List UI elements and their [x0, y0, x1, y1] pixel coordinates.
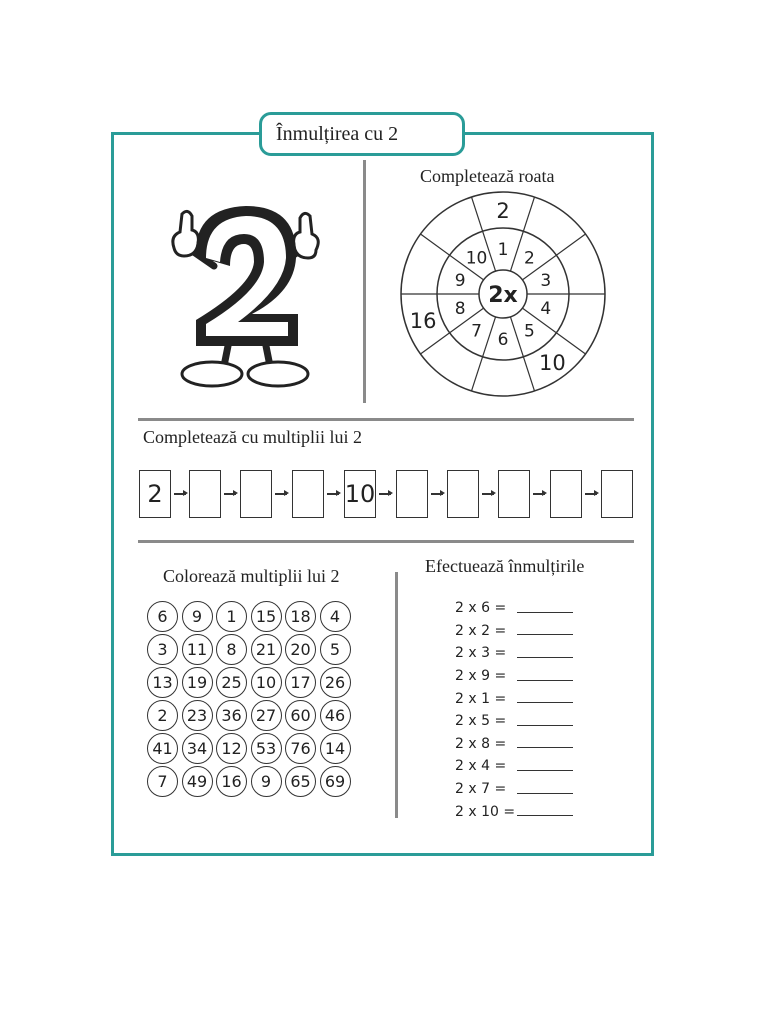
number-circle[interactable]: 17: [285, 667, 316, 698]
number-circle[interactable]: 76: [285, 733, 316, 764]
number-circle[interactable]: 60: [285, 700, 316, 731]
number-circle[interactable]: 20: [285, 634, 316, 665]
equation-row: [455, 642, 573, 665]
number-circle[interactable]: 14: [320, 733, 351, 764]
arrow-right-icon: [379, 493, 391, 495]
equation-text: 2 x 4 =: [455, 758, 507, 775]
arrow-right-icon: [275, 493, 287, 495]
equation-text: 2 x 1 =: [455, 690, 507, 707]
number-circle[interactable]: 36: [216, 700, 247, 731]
right-hand-icon: [294, 213, 319, 258]
number-circle[interactable]: 9: [251, 766, 282, 797]
equation-list: [455, 597, 573, 823]
equation-text: 2 x 10 =: [455, 803, 516, 820]
number-circle[interactable]: 23: [182, 700, 213, 731]
number-circle[interactable]: 5: [320, 634, 351, 665]
number-circle[interactable]: 3: [147, 634, 178, 665]
number-circle[interactable]: 46: [320, 700, 351, 731]
number-circle[interactable]: 69: [320, 766, 351, 797]
equation-row: [455, 665, 573, 688]
number-circle[interactable]: 4: [320, 601, 351, 632]
sequence-heading: Completează cu multiplii lui 2: [143, 427, 362, 447]
answer-blank[interactable]: [517, 672, 573, 681]
worksheet-title: [259, 112, 465, 156]
sequence-box[interactable]: [292, 470, 324, 518]
equation-text: 2 x 8 =: [455, 735, 507, 752]
section-divider-2: [138, 540, 634, 543]
number-circle[interactable]: 8: [216, 634, 247, 665]
equation-row: [455, 778, 573, 801]
number-circle[interactable]: 49: [182, 766, 213, 797]
left-shoe-icon: [182, 362, 242, 386]
equation-text: 2 x 6 =: [455, 600, 507, 617]
arrow-right-icon: [533, 493, 545, 495]
arrow-right-icon: [482, 493, 494, 495]
sequence-box[interactable]: 10: [344, 470, 376, 518]
sequence-box[interactable]: 2: [139, 470, 171, 518]
answer-blank[interactable]: [517, 694, 573, 703]
wheel-inner-number: 9: [454, 271, 466, 292]
left-hand-icon: [173, 211, 199, 256]
number-circle[interactable]: 10: [251, 667, 282, 698]
number-circle[interactable]: 1: [216, 601, 247, 632]
multiplication-wheel: [399, 190, 607, 398]
equation-row: [455, 620, 573, 643]
wheel-outer-number: 16: [409, 308, 437, 333]
number-circle[interactable]: 53: [251, 733, 282, 764]
answer-blank[interactable]: [517, 626, 573, 635]
top-divider: [363, 160, 366, 403]
equation-row: [455, 800, 573, 823]
number-circle[interactable]: 27: [251, 700, 282, 731]
worksheet-title-text: Înmulțirea cu 2: [276, 122, 399, 145]
wheel-inner-number: 1: [497, 240, 509, 260]
number-circle[interactable]: 15: [251, 601, 282, 632]
equation-text: 2 x 7 =: [455, 781, 507, 798]
wheel-inner-number: 2: [524, 248, 535, 269]
equations-heading: Efectuează înmulțirile: [425, 556, 585, 576]
wheel-inner-number: 3: [540, 271, 552, 292]
equation-text: 2 x 9 =: [455, 668, 507, 685]
number-circle[interactable]: 34: [182, 733, 213, 764]
number-circle[interactable]: 6: [147, 601, 178, 632]
number-circle[interactable]: 13: [147, 667, 178, 698]
answer-blank[interactable]: [517, 762, 573, 771]
arrow-right-icon: [224, 493, 236, 495]
number-circle[interactable]: 26: [320, 667, 351, 698]
color-grid-heading: Colorează multiplii lui 2: [163, 566, 340, 586]
equation-row: [455, 733, 573, 756]
answer-blank[interactable]: [517, 739, 573, 748]
sequence-box[interactable]: [240, 470, 272, 518]
number-circle[interactable]: 65: [285, 766, 316, 797]
answer-blank[interactable]: [517, 604, 573, 613]
arrow-right-icon: [174, 493, 186, 495]
wheel-inner-number: 4: [540, 298, 552, 319]
number-circle[interactable]: 9: [182, 601, 213, 632]
number-circle[interactable]: 2: [147, 700, 178, 731]
number-circle[interactable]: 19: [182, 667, 213, 698]
equation-row: [455, 710, 573, 733]
number-circle[interactable]: 21: [251, 634, 282, 665]
answer-blank[interactable]: [517, 807, 573, 816]
sequence-box[interactable]: [396, 470, 428, 518]
number-circle[interactable]: 7: [147, 766, 178, 797]
sequence-box[interactable]: [189, 470, 221, 518]
wheel-inner-number: 6: [497, 330, 509, 350]
arrow-right-icon: [327, 493, 339, 495]
wheel-inner-number: 7: [471, 321, 482, 342]
wheel-outer-number: 10: [539, 350, 566, 375]
sequence-box[interactable]: [498, 470, 530, 518]
equation-text: 2 x 5 =: [455, 713, 507, 730]
number-circle[interactable]: 16: [216, 766, 247, 797]
right-shoe-icon: [248, 362, 308, 386]
wheel-inner-number: 8: [454, 298, 466, 319]
equation-row: [455, 597, 573, 620]
section-divider-1: [138, 418, 634, 421]
equation-row: [455, 687, 573, 710]
wheel-inner-number: 10: [465, 248, 488, 269]
wheel-outer-number: 2: [496, 199, 510, 223]
number-circle-grid: [147, 601, 354, 799]
number-two-mascot: [166, 196, 331, 391]
number-circle[interactable]: 11: [182, 634, 213, 665]
number-circle[interactable]: 12: [216, 733, 247, 764]
arrow-right-icon: [431, 493, 443, 495]
answer-blank[interactable]: [517, 785, 573, 794]
number-circle[interactable]: 41: [147, 733, 178, 764]
number-circle[interactable]: 18: [285, 601, 316, 632]
sequence-box[interactable]: [601, 470, 633, 518]
answer-blank[interactable]: [517, 717, 573, 726]
number-circle[interactable]: 25: [216, 667, 247, 698]
sequence-box[interactable]: [550, 470, 582, 518]
arrow-right-icon: [585, 493, 597, 495]
equation-text: 2 x 3 =: [455, 645, 507, 662]
wheel-heading: Completează roata: [420, 166, 555, 186]
wheel-center-label: 2x: [488, 283, 518, 308]
equation-text: 2 x 2 =: [455, 622, 507, 639]
sequence-box[interactable]: [447, 470, 479, 518]
equation-row: [455, 755, 573, 778]
wheel-inner-number: 5: [524, 321, 535, 342]
answer-blank[interactable]: [517, 649, 573, 658]
bottom-divider: [395, 572, 398, 818]
